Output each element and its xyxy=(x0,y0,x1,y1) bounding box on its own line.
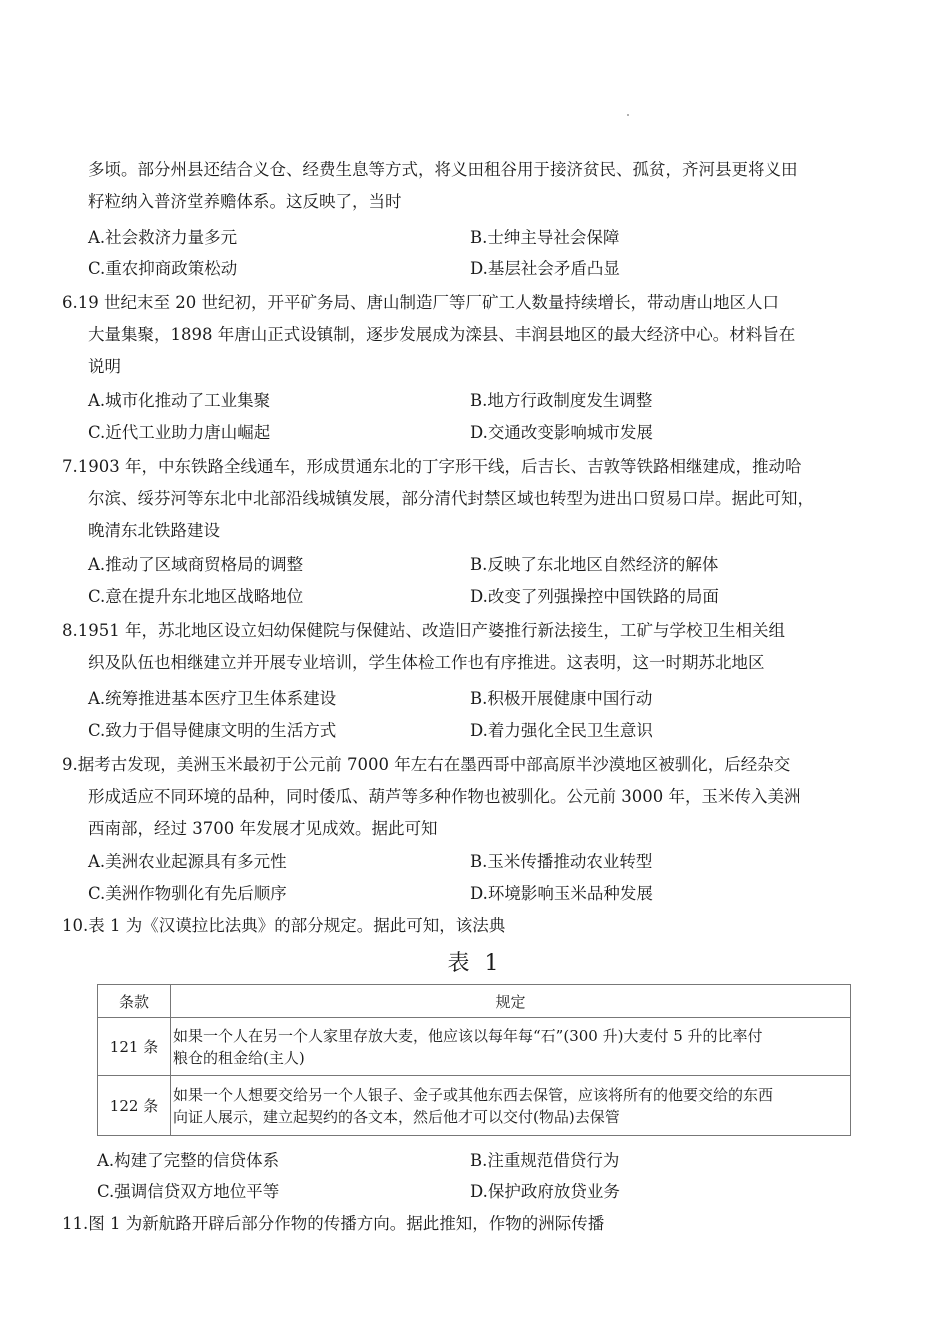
table-header-clause: 条款 xyxy=(98,985,171,1018)
q6-line3: 说明 xyxy=(88,357,121,376)
q5-option-c[interactable]: C.重农抑商政策松动 xyxy=(88,259,238,278)
q7-option-b[interactable]: B.反映了东北地区自然经济的解体 xyxy=(470,555,719,574)
q7-line2: 尔滨、绥芬河等东北中北部沿线城镇发展，部分清代封禁区域也转型为进出口贸易口岸。据此可知， xyxy=(88,489,814,508)
q8-line1: 1951 年，苏北地区设立妇幼保健院与保健站、改造旧产婆推行新法接生，工矿与学校卫生相关组 xyxy=(77,621,785,640)
q9-stem xyxy=(62,749,894,845)
table-cell-rule xyxy=(171,1076,851,1136)
q8-number: 8. xyxy=(62,621,78,640)
q6-line1: 19 世纪末至 20 世纪初，开平矿务局、唐山制造厂等厂矿工人数量持续增长，带动唐山地区人口 xyxy=(77,293,779,312)
table-title: 表 1 xyxy=(447,951,503,976)
scan-speck xyxy=(627,114,629,116)
q9-line1: 据考古发现，美洲玉米最初于公元前 7000 年左右在墨西哥中部高原半沙漠地区被驯化，后经杂交 xyxy=(77,755,791,774)
q7-number: 7. xyxy=(62,457,78,476)
rule-121-line2: 粮仓的租金给(主人) xyxy=(173,1048,305,1067)
q6-option-c[interactable]: C.近代工业助力唐山崛起 xyxy=(88,423,271,442)
table-header-row xyxy=(98,985,851,1018)
q5-line2: 籽粒纳入普济堂养赡体系。这反映了，当时 xyxy=(88,192,402,211)
q7-stem xyxy=(62,451,894,547)
q5-option-d[interactable]: D.基层社会矛盾凸显 xyxy=(470,259,620,278)
q10-number: 10. xyxy=(62,916,89,935)
q7-option-a[interactable]: A.推动了区域商贸格局的调整 xyxy=(88,555,304,574)
q10-option-b[interactable]: B.注重规范借贷行为 xyxy=(470,1151,620,1170)
q10-stem xyxy=(62,910,894,942)
q9-option-a[interactable]: A.美洲农业起源具有多元性 xyxy=(88,852,287,871)
q8-option-d[interactable]: D.着力强化全民卫生意识 xyxy=(470,721,653,740)
rule-122-line1: 如果一个人想要交给另一个人银子、金子或其他东西去保管，应该将所有的他要交给的东西 xyxy=(173,1085,774,1104)
q6-stem xyxy=(62,287,894,383)
q6-number: 6. xyxy=(62,293,78,312)
q6-line2: 大量集聚，1898 年唐山正式设镇制，逐步发展成为滦县、丰润县地区的最大经济中心。材料旨在 xyxy=(88,325,796,344)
q10-option-d[interactable]: D.保护政府放贷业务 xyxy=(470,1182,620,1201)
rule-121-line1: 如果一个人在另一个人家里存放大麦，他应该以每年每“石”(300 升)大麦付 5 升的比率付 xyxy=(173,1026,763,1045)
q6-option-b[interactable]: B.地方行政制度发生调整 xyxy=(470,391,653,410)
q7-option-d[interactable]: D.改变了列强操控中国铁路的局面 xyxy=(470,587,719,606)
q10-option-a[interactable]: A.构建了完整的信贷体系 xyxy=(97,1151,280,1170)
q8-option-b[interactable]: B.积极开展健康中国行动 xyxy=(470,689,653,708)
q11-stem-text: 图 1 为新航路开辟后部分作物的传播方向。据此推知，作物的洲际传播 xyxy=(88,1214,605,1233)
q5-stem-continuation xyxy=(88,154,893,218)
q5-line1: 多顷。部分州县还结合义仓、经费生息等方式，将义田租谷用于接济贫民、孤贫，齐河县更将义田 xyxy=(88,160,798,179)
q11-stem xyxy=(62,1208,894,1240)
q8-option-c[interactable]: C.致力于倡导健康文明的生活方式 xyxy=(88,721,337,740)
table-row xyxy=(98,1018,851,1076)
q6-option-a[interactable]: A.城市化推动了工业集聚 xyxy=(88,391,271,410)
q5-option-a[interactable]: A.社会救济力量多元 xyxy=(88,228,238,247)
table-cell-clause: 121 条 xyxy=(98,1018,171,1076)
q9-line2: 形成适应不同环境的品种，同时倭瓜、葫芦等多种作物也被驯化。公元前 3000 年，玉米传入美洲 xyxy=(88,787,801,806)
q8-option-a[interactable]: A.统筹推进基本医疗卫生体系建设 xyxy=(88,689,337,708)
q10-option-c[interactable]: C.强调信贷双方地位平等 xyxy=(97,1182,280,1201)
q9-number: 9. xyxy=(62,755,78,774)
q8-line2: 织及队伍也相继建立并开展专业培训，学生体检工作也有序推进。这表明，这一时期苏北地区 xyxy=(88,653,765,672)
q9-option-c[interactable]: C.美洲作物驯化有先后顺序 xyxy=(88,884,287,903)
rule-122-line2: 向证人展示，建立起契约的各文本，然后他才可以交付(物品)去保管 xyxy=(173,1107,620,1126)
q7-line3: 晚清东北铁路建设 xyxy=(88,521,220,540)
table-cell-clause: 122 条 xyxy=(98,1076,171,1136)
q7-option-c[interactable]: C.意在提升东北地区战略地位 xyxy=(88,587,304,606)
q6-option-d[interactable]: D.交通改变影响城市发展 xyxy=(470,423,653,442)
table-header-rule: 规定 xyxy=(171,985,851,1018)
q9-option-d[interactable]: D.环境影响玉米品种发展 xyxy=(470,884,653,903)
q5-option-b[interactable]: B.士绅主导社会保障 xyxy=(470,228,620,247)
q10-stem-text: 表 1 为《汉谟拉比法典》的部分规定。据此可知，该法典 xyxy=(88,916,506,935)
q9-option-b[interactable]: B.玉米传播推动农业转型 xyxy=(470,852,653,871)
q9-line3: 西南部，经过 3700 年发展才见成效。据此可知 xyxy=(88,819,438,838)
q8-stem xyxy=(62,615,894,679)
table-cell-rule xyxy=(171,1018,851,1076)
table-row xyxy=(98,1076,851,1136)
q11-number: 11. xyxy=(62,1214,89,1233)
q7-line1: 1903 年，中东铁路全线通车，形成贯通东北的丁字形干线，后吉长、吉敦等铁路相继建成，推动哈 xyxy=(77,457,802,476)
hammurabi-table xyxy=(97,984,851,1136)
